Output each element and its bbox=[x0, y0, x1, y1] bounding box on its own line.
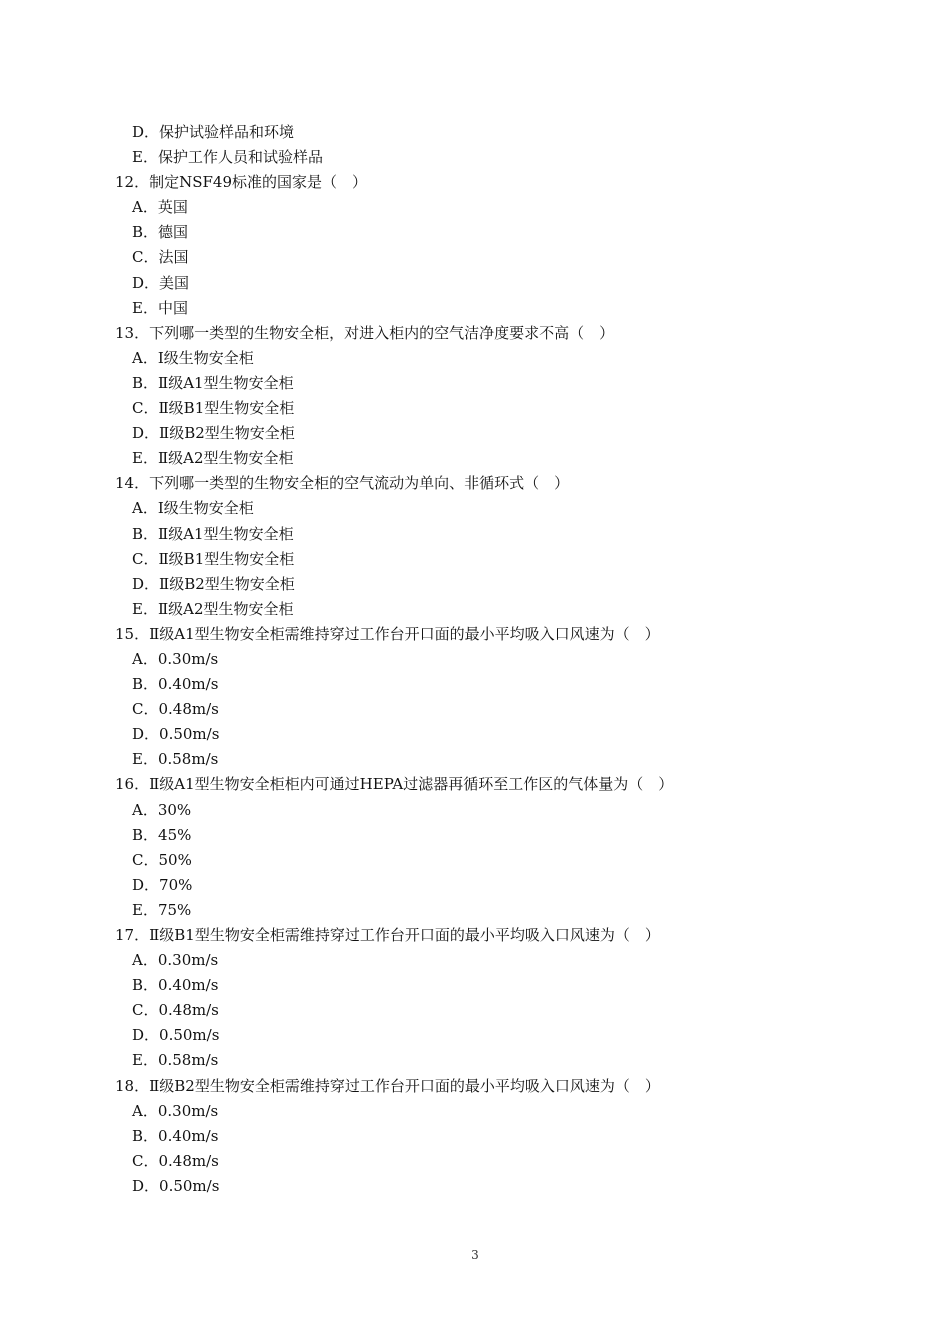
answer-option: A．0.30m/s bbox=[132, 649, 219, 668]
answer-option: C．0.48m/s bbox=[132, 1001, 219, 1020]
answer-option: A．Ⅰ级生物安全柜 bbox=[132, 499, 254, 518]
answer-option: B．0.40m/s bbox=[132, 675, 219, 694]
answer-option: D．美国 bbox=[132, 273, 190, 292]
question-text: 12．制定NSF49标准的国家是（ ） bbox=[115, 173, 367, 192]
answer-option: E．Ⅱ级A2型生物安全柜 bbox=[132, 599, 294, 618]
answer-option: D．70% bbox=[132, 875, 193, 894]
answer-option: A．0.30m/s bbox=[132, 951, 219, 970]
answer-option: E．75% bbox=[132, 900, 192, 919]
answer-option: D．Ⅱ级B2型生物安全柜 bbox=[132, 574, 295, 593]
answer-option: A．30% bbox=[132, 800, 192, 819]
answer-option: C．Ⅱ级B1型生物安全柜 bbox=[132, 549, 295, 568]
answer-option: C．法国 bbox=[132, 248, 189, 267]
answer-option: B．0.40m/s bbox=[132, 1126, 219, 1145]
answer-option: B．Ⅱ级A1型生物安全柜 bbox=[132, 524, 294, 543]
answer-option: E．0.58m/s bbox=[132, 750, 219, 769]
answer-option: A．英国 bbox=[132, 198, 188, 217]
answer-option: E．中国 bbox=[132, 298, 188, 317]
question-text: 16．Ⅱ级A1型生物安全柜柜内可通过HEPA过滤器再循环至工作区的气体量为（ ） bbox=[115, 775, 674, 794]
answer-option: B．45% bbox=[132, 825, 192, 844]
answer-option: D．保护试验样品和环境 bbox=[132, 123, 295, 141]
answer-option: B．Ⅱ级A1型生物安全柜 bbox=[132, 373, 294, 392]
question-text: 14．下列哪一类型的生物安全柜的空气流动为单向、非循环式（ ） bbox=[115, 474, 570, 493]
answer-option: D．0.50m/s bbox=[132, 1026, 220, 1045]
answer-option: C．0.48m/s bbox=[132, 1151, 219, 1170]
answer-option: D．0.50m/s bbox=[132, 725, 220, 744]
answer-option: D．0.50m/s bbox=[132, 1176, 220, 1195]
answer-option: B．德国 bbox=[132, 223, 189, 242]
answer-option: A．Ⅰ级生物安全柜 bbox=[132, 348, 254, 367]
question-text: 15．Ⅱ级A1型生物安全柜需维持穿过工作台开口面的最小平均吸入口风速为（ ） bbox=[115, 624, 660, 643]
answer-option: E．Ⅱ级A2型生物安全柜 bbox=[132, 449, 294, 468]
answer-option: A．0.30m/s bbox=[132, 1101, 219, 1120]
answer-option: C．50% bbox=[132, 850, 192, 869]
answer-option: C．Ⅱ级B1型生物安全柜 bbox=[132, 399, 295, 418]
answer-option: E．0.58m/s bbox=[132, 1051, 219, 1070]
question-list bbox=[115, 120, 835, 1199]
answer-option: C．0.48m/s bbox=[132, 700, 219, 719]
page-number: 3 bbox=[471, 1248, 479, 1262]
question-text: 17．Ⅱ级B1型生物安全柜需维持穿过工作台开口面的最小平均吸入口风速为（ ） bbox=[115, 926, 660, 944]
answer-option: E．保护工作人员和试验样品 bbox=[132, 148, 323, 167]
question-text: 18．Ⅱ级B2型生物安全柜需维持穿过工作台开口面的最小平均吸入口风速为（ ） bbox=[115, 1076, 660, 1095]
answer-option: D．Ⅱ级B2型生物安全柜 bbox=[132, 424, 295, 443]
answer-option: B．0.40m/s bbox=[132, 976, 219, 995]
question-text: 13．下列哪一类型的生物安全柜，对进入柜内的空气洁净度要求不高（ ） bbox=[115, 323, 615, 342]
